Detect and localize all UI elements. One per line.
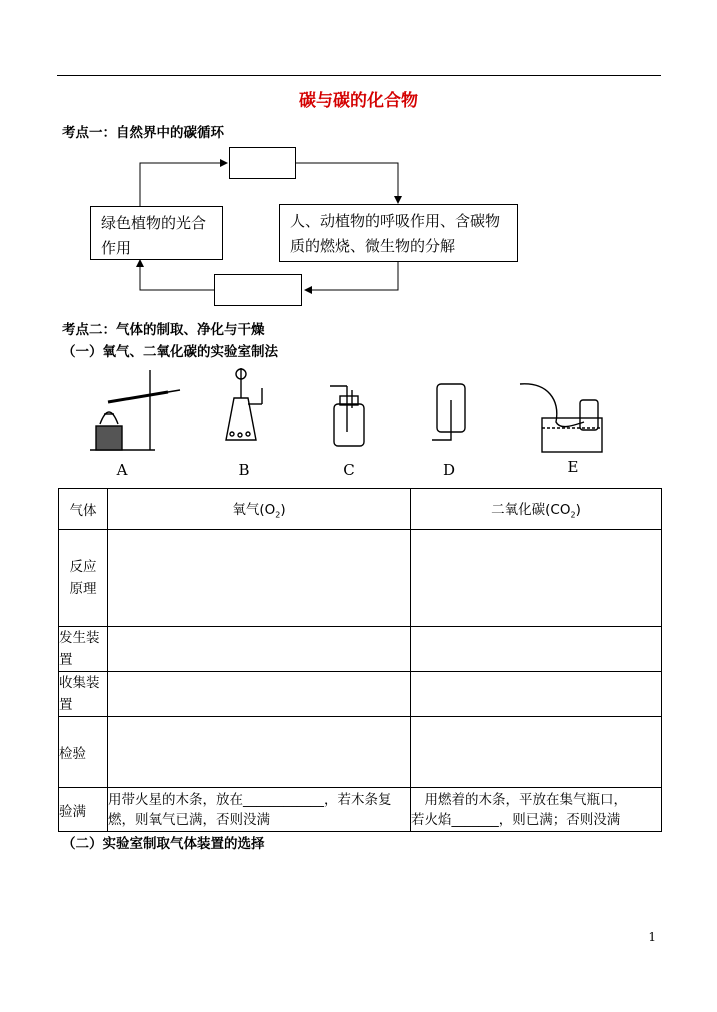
cycle-box-photosynthesis: 绿色植物的光合作用 [90, 206, 223, 260]
header-gas: 气体 [59, 489, 108, 530]
cell-co2-test[interactable] [411, 717, 662, 788]
cycle-box-top-blank[interactable] [229, 147, 296, 179]
cell-o2-principle[interactable] [108, 530, 411, 627]
cell-o2-collector[interactable] [108, 672, 411, 717]
apparatus-label-e: E [567, 458, 579, 476]
apparatus-label-a: A [116, 461, 128, 479]
cycle-box-carbon-release: 人、动植物的呼吸作用、含碳物质的燃烧、微生物的分解 [279, 204, 518, 262]
cycle-box-bottom-blank[interactable] [214, 274, 302, 306]
page-title: 碳与碳的化合物 [299, 91, 418, 111]
row-label-principle: 反应原理 [59, 530, 108, 627]
cell-co2-full: 用燃着的木条，平放在集气瓶口， 若火焰_______，则已满；否则没满 [411, 788, 662, 832]
row-label-collector: 收集装置 [59, 672, 108, 717]
header-o2: 氧气$(O_2)$ [108, 489, 411, 530]
cell-co2-generator[interactable] [411, 627, 662, 672]
table-header-row [59, 489, 662, 530]
row-label-test: 检验 [59, 717, 108, 788]
table-row [59, 717, 662, 788]
table-row [59, 627, 662, 672]
table-row [59, 530, 662, 627]
gas-comparison-table [58, 488, 662, 832]
cell-o2-full: 用带火星的木条，放在____________，若木条复 燃，则氧气已满，否则没满 [108, 788, 411, 832]
apparatus-label-d: D [442, 461, 456, 479]
apparatus-label-b: B [238, 461, 250, 479]
row-label-full: 验满 [59, 788, 108, 832]
table-row [59, 672, 662, 717]
page-number: 1 [648, 930, 656, 944]
cell-o2-generator[interactable] [108, 627, 411, 672]
section2-sub2: （二）实验室制取气体装置的选择 [62, 836, 265, 852]
section2-heading: 考点二：气体的制取、净化与干燥 [62, 322, 265, 338]
row-label-generator: 发生装置 [59, 627, 108, 672]
section1-heading: 考点一：自然界中的碳循环 [62, 125, 224, 141]
cell-o2-test[interactable] [108, 717, 411, 788]
apparatus-label-c: C [343, 461, 355, 479]
cell-co2-principle[interactable] [411, 530, 662, 627]
section2-sub1: （一）氧气、二氧化碳的实验室制法 [62, 344, 278, 360]
table-row [59, 788, 662, 832]
apparatus-figure [0, 360, 717, 480]
header-co2: 二氧化碳$(CO_2)$ [411, 489, 662, 530]
cell-co2-collector[interactable] [411, 672, 662, 717]
